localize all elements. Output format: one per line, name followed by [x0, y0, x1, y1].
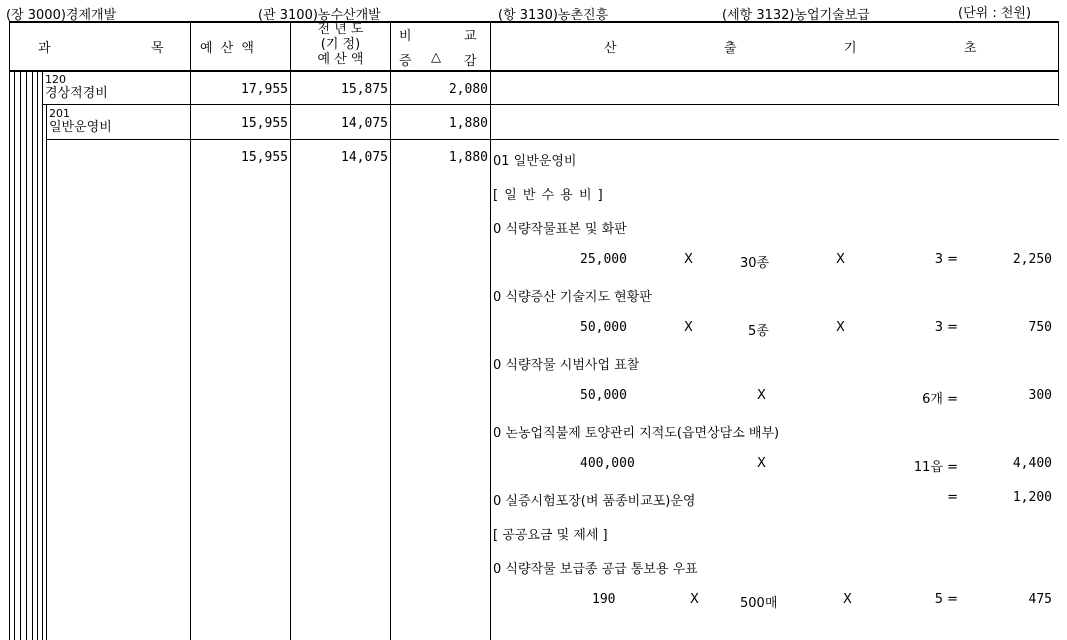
col-prev-2: (기 정) [320, 37, 361, 52]
row-name: 경상적경비 [45, 86, 108, 101]
col-cmp-right: 교 [464, 29, 477, 44]
basis-item: 0 식량작물표본 및 화판 [493, 222, 627, 237]
row-prev: 15,875 [341, 82, 388, 97]
col-basis-1: 산 [604, 41, 617, 56]
basis-item: 0 논농업직불제 토양관리 지적도(읍면상담소 배부) [493, 426, 780, 441]
row-prev: 14,075 [341, 116, 388, 131]
basis-section: [ 공공요금 및 제세 ] [493, 528, 608, 543]
row-code: 120 [45, 73, 66, 86]
col-cmp-decrease: 감 [464, 54, 477, 69]
row-budget: 17,955 [241, 82, 288, 97]
col-budget: 예 산 액 [200, 41, 256, 56]
header-hang: (항 3130)농촌진흥 [498, 8, 609, 23]
header-sehang: (세항 3132)농업기술보급 [722, 8, 870, 23]
row-budget: 15,955 [241, 150, 288, 165]
col-prev-3: 예 산 액 [317, 52, 364, 67]
basis-title: 01 일반운영비 [493, 154, 577, 169]
col-cmp-increase: 증 [399, 54, 412, 69]
row-budget: 15,955 [241, 116, 288, 131]
row-name: 일반운영비 [49, 120, 112, 135]
col-basis-3: 기 [844, 41, 857, 56]
col-subject-right: 목 [151, 41, 164, 56]
row-diff: 1,880 [448, 150, 488, 165]
header-jang: (장 3000)경제개발 [6, 8, 117, 23]
basis-section: [ 일 반 수 용 비 ] [493, 188, 604, 203]
col-basis-2: 출 [724, 41, 737, 56]
col-basis-4: 초 [964, 41, 977, 56]
basis-item: 0 식량증산 기술지도 현황판 [493, 290, 652, 305]
row-diff: 2,080 [448, 82, 488, 97]
header-unit: (단위 : 천원) [958, 6, 1032, 21]
row-diff: 1,880 [448, 116, 488, 131]
row-prev: 14,075 [341, 150, 388, 165]
header-gwan: (관 3100)농수산개발 [258, 8, 381, 23]
basis-item: 0 실증시험포장(벼 품종비교포)운영 [493, 494, 696, 509]
col-prev-1: 전 년 도 [317, 22, 364, 37]
row-code: 201 [49, 107, 70, 120]
basis-item: 0 식량작물 보급종 공급 통보용 우표 [493, 562, 698, 577]
col-subject-left: 과 [38, 41, 51, 56]
col-cmp-delta: △ [431, 50, 441, 65]
col-cmp-left: 비 [399, 29, 412, 44]
basis-item: 0 식량작물 시범사업 표찰 [493, 358, 640, 373]
